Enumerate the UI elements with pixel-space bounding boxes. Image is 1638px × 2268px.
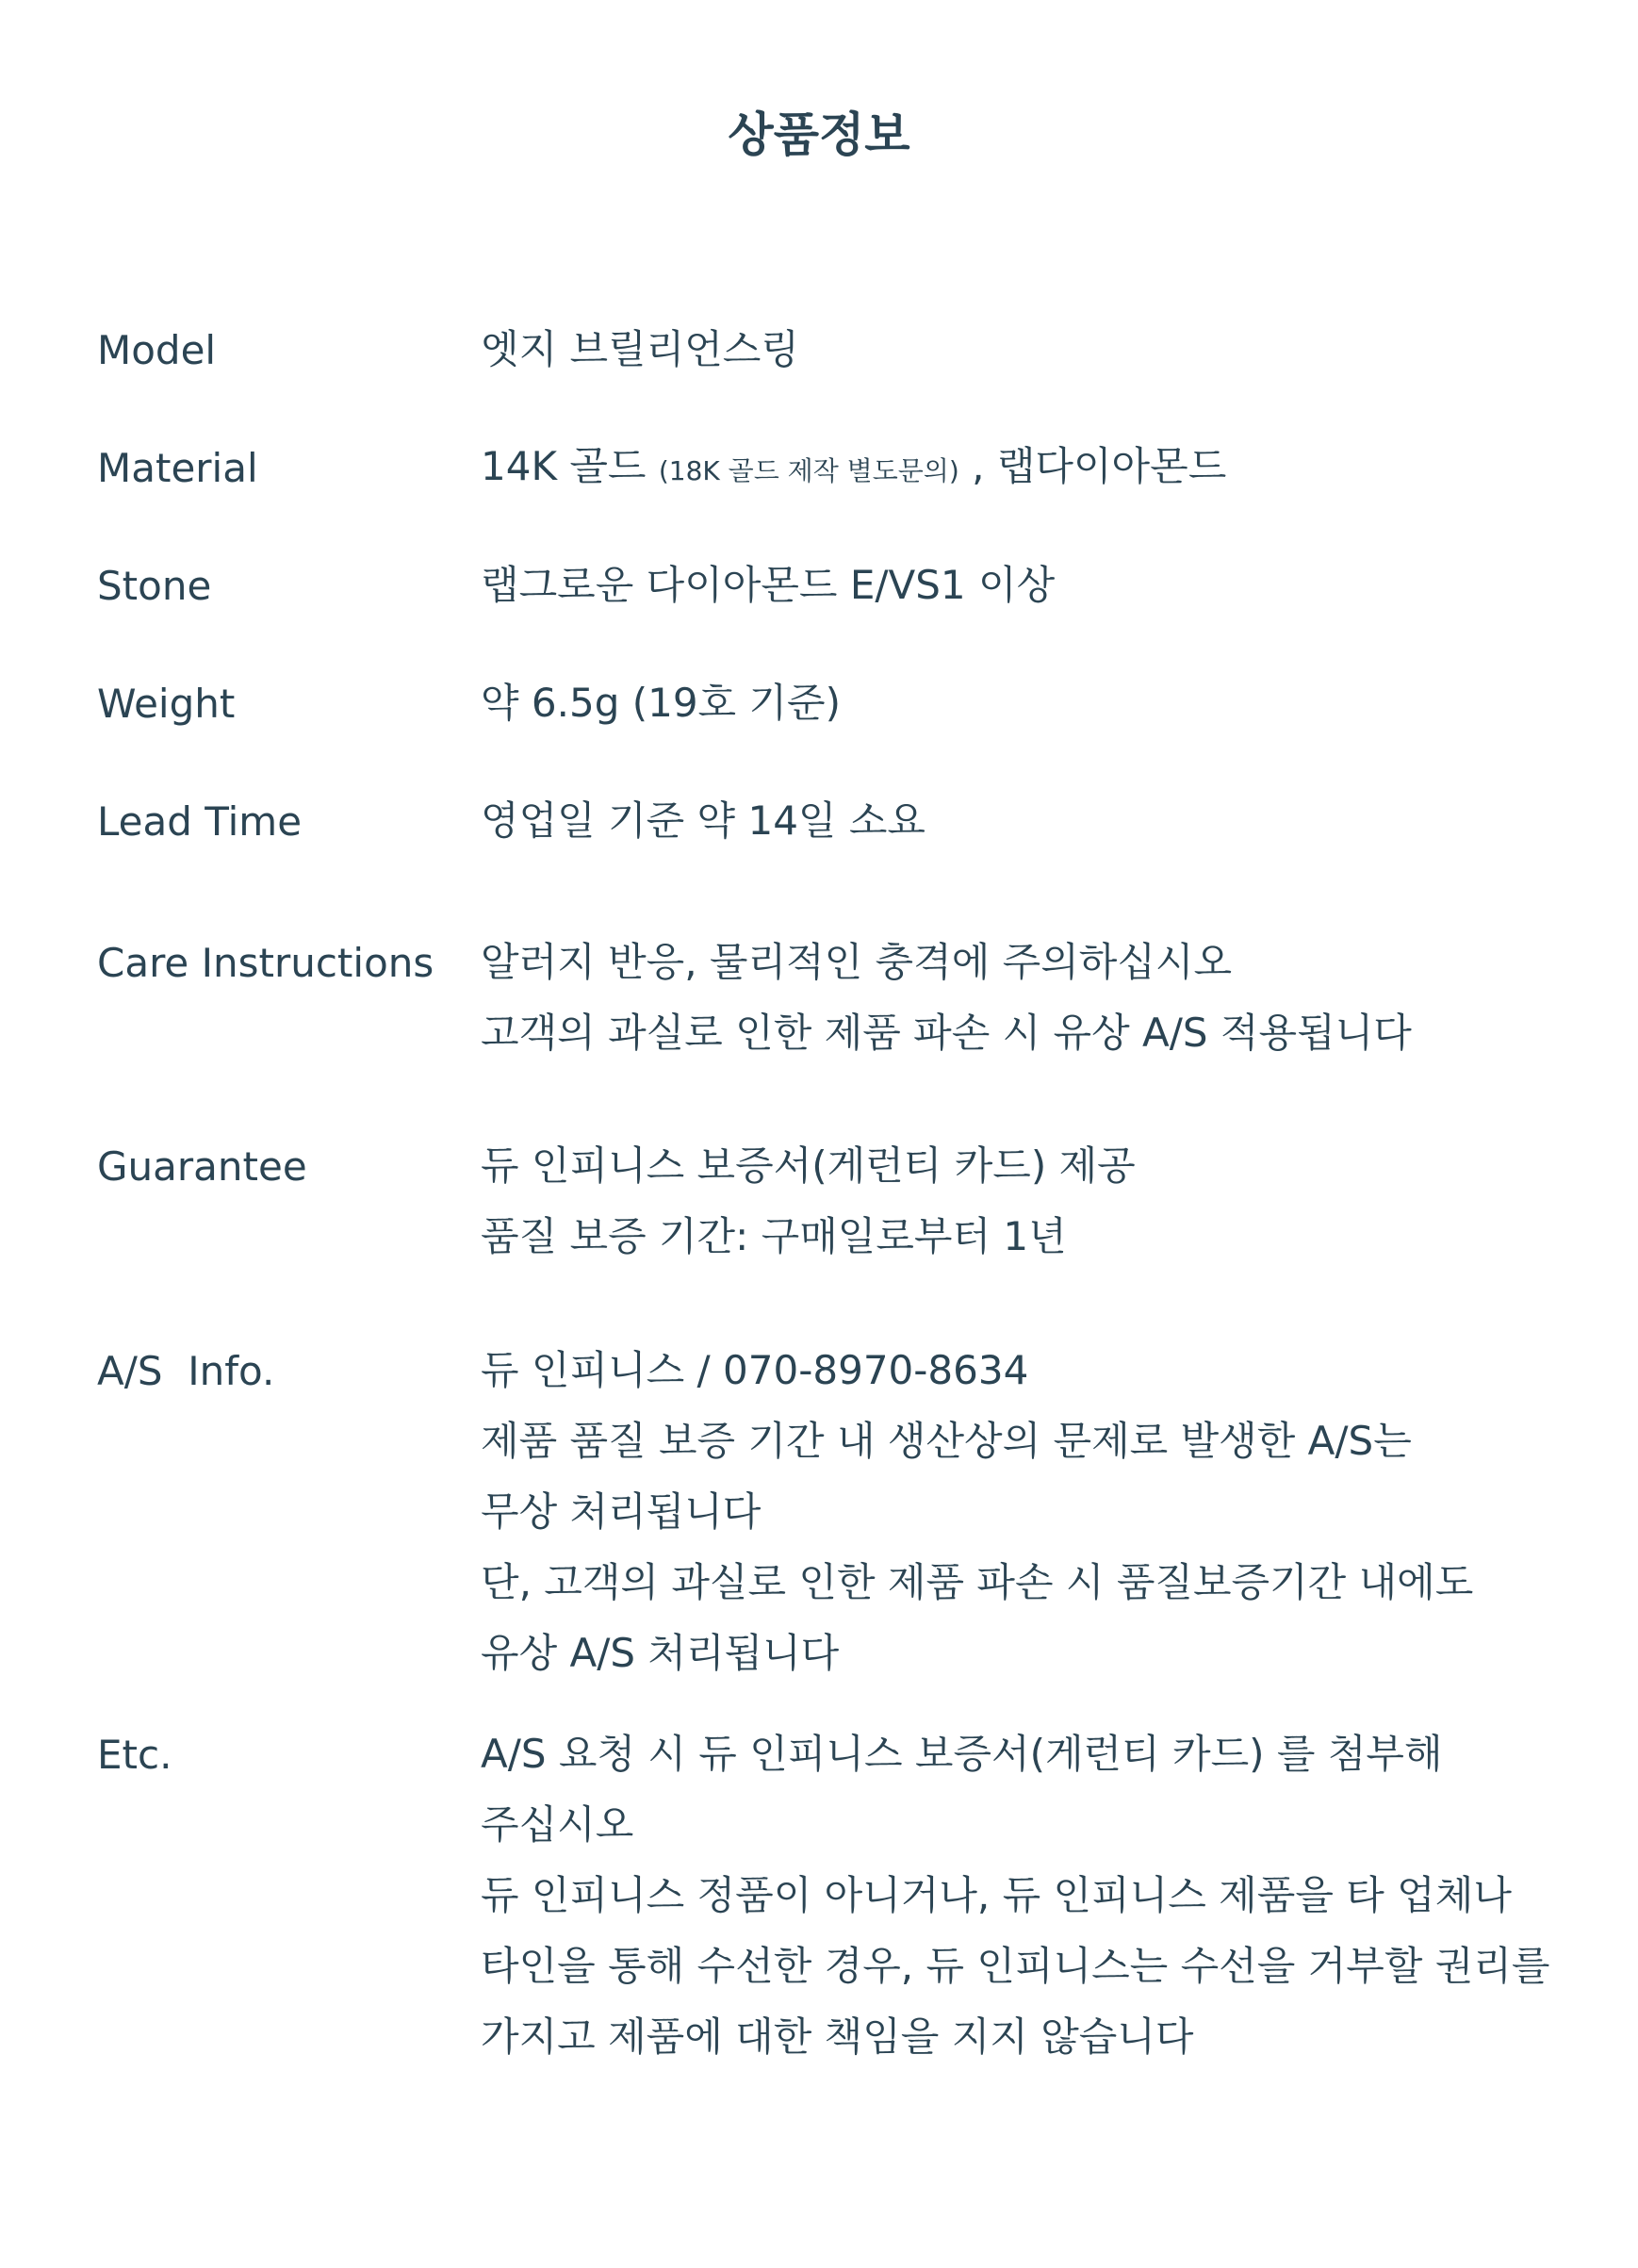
material-main: 14K 골드 (481, 443, 659, 489)
value-as-info (481, 1335, 1473, 1688)
material-note: (18K 골드 제작 별도문의) (658, 455, 959, 486)
value-stone (481, 550, 1055, 620)
value-line: 고객의 과실로 인한 제품 파손 시 유상 A/S 적용됩니다 (481, 1010, 1412, 1056)
value-line: 약 6.5g (19호 기준) (481, 680, 842, 726)
material-rest: , 랩다이아몬드 (958, 443, 1227, 489)
value-line: 영업일 기준 약 14일 소요 (481, 797, 925, 844)
value-line: 타인을 통해 수선한 경우, 듀 인피니스는 수선을 거부할 권리를 (481, 1943, 1550, 1989)
value-line: 랩그로운 다이아몬드 E/VS1 이상 (481, 562, 1056, 608)
value-line: 무상 처리됩니다 (481, 1488, 762, 1535)
value-guarantee (481, 1130, 1136, 1272)
value-line: 유상 A/S 처리됩니다 (481, 1630, 840, 1676)
label-as-info: A/S Info. (97, 1348, 275, 1394)
value-material (481, 431, 1226, 506)
value-line: 주십시오 (481, 1801, 634, 1848)
value-line: 듀 인피니스 / 070-8970-8634 (481, 1347, 1029, 1393)
value-line: A/S 요청 시 듀 인피니스 보증서(게런티 카드) 를 첨부해 (481, 1731, 1443, 1777)
value-weight (481, 667, 841, 738)
value-line: 엣지 브릴리언스링 (481, 326, 799, 372)
value-line: 품질 보증 기간: 구매일로부터 1년 (481, 1213, 1067, 1259)
value-line (481, 431, 1226, 506)
label-material: Material (97, 445, 258, 491)
value-model (481, 314, 799, 385)
value-line: 듀 인피니스 보증서(게런티 카드) 제공 (481, 1142, 1136, 1189)
label-etc: Etc. (97, 1732, 172, 1778)
value-line: 듀 인피니스 정품이 아니거나, 듀 인피니스 제품을 타 업체나 (481, 1872, 1512, 1918)
value-line: 제품 품질 보증 기간 내 생산상의 문제로 발생한 A/S는 (481, 1418, 1412, 1464)
page-title: 상품정보 (728, 107, 910, 162)
label-weight: Weight (97, 681, 236, 727)
label-stone: Stone (97, 563, 212, 609)
value-lead-time (481, 785, 925, 856)
label-care-instructions: Care Instructions (97, 940, 434, 986)
value-line: 단, 고객의 과실로 인한 제품 파손 시 품질보증기간 내에도 (481, 1559, 1474, 1605)
label-guarantee: Guarantee (97, 1143, 307, 1190)
value-etc (481, 1718, 1549, 2072)
value-line: 알러지 반응, 물리적인 충격에 주의하십시오 (481, 939, 1233, 985)
label-lead-time: Lead Time (97, 798, 303, 845)
value-line: 가지고 제품에 대한 책임을 지지 않습니다 (481, 2013, 1194, 2060)
value-care-instructions (481, 927, 1412, 1068)
label-model: Model (97, 327, 217, 373)
